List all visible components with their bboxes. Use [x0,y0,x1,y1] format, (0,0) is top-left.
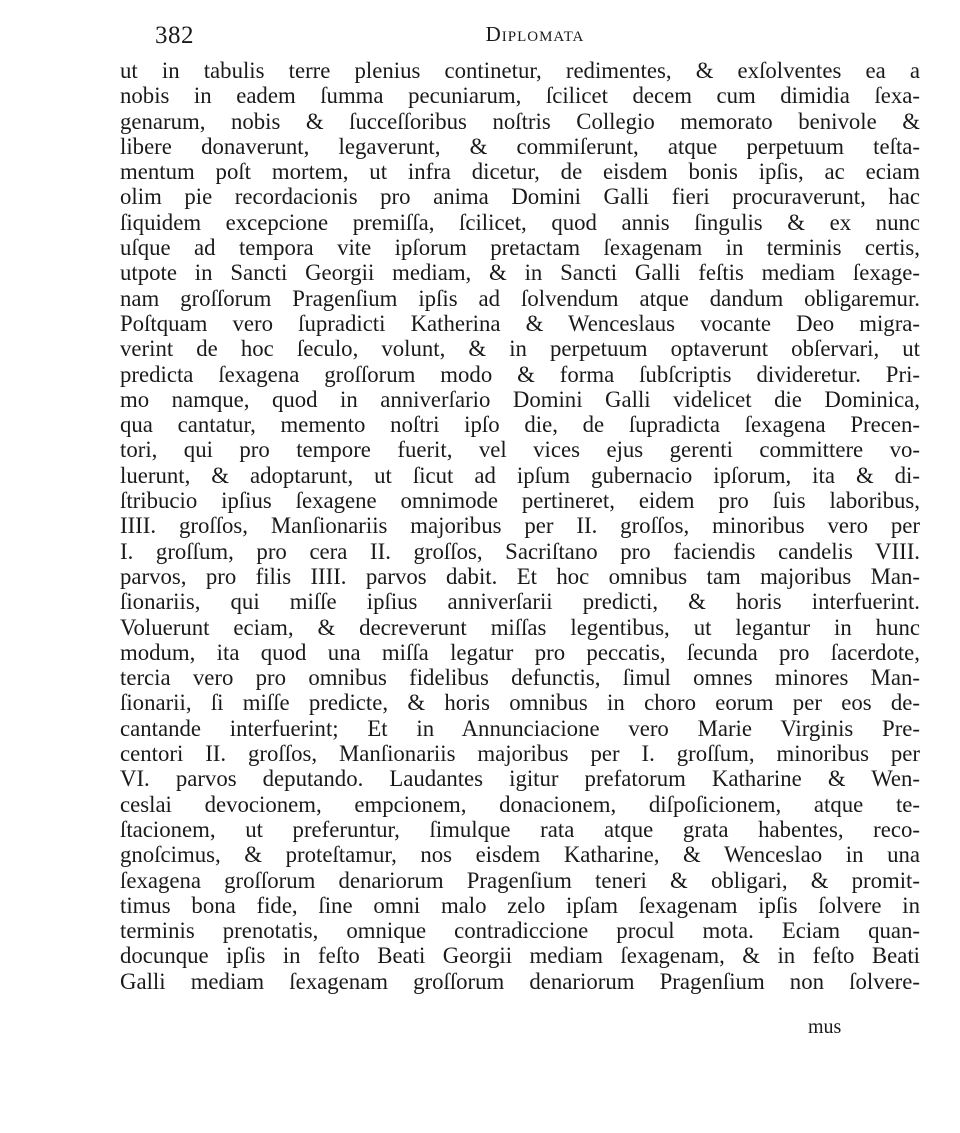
catchword: mus [808,1016,842,1038]
text-line: ſiquidem excepcione premiſſa, ſcilicet, quod annis ſingulis & ex nunc [120,209,920,235]
text-line: I. groſſum, pro cera II. groſſos, Sacriſtano pro faciendis candelis VIII. [120,538,920,564]
text-line: Galli mediam ſexagenam groſſorum denariorum Pragenſium non ſolvere- [120,968,920,994]
text-line: ſtacionem, ut preferuntur, ſimulque rata atque grata habentes, reco- [120,816,920,842]
text-line: uſque ad tempora vite ipſorum pretactam ſexagenam in terminis certis, [120,235,920,261]
text-line: gnoſcimus, & proteſtamur, nos eisdem Katharine, & Wenceslao in una [120,842,920,868]
text-line: ſionarii, ſi miſſe predicte, & horis omnibus in choro eorum per eos de- [120,690,920,716]
text-line: verint de hoc ſeculo, volunt, & in perpetuum optaverunt obſervari, ut [120,336,920,362]
text-line: tori, qui pro tempore fuerit, vel vices ejus gerenti committere vo- [120,437,920,463]
text-line: terminis prenotatis, omnique contradiccione procul mota. Eciam quan- [120,918,920,944]
text-line: ceslai devocionem, empcionem, donacionem, diſpoſicionem, atque te- [120,791,920,817]
text-line: luerunt, & adoptarunt, ut ſicut ad ipſum gubernacio ipſorum, ita & di- [120,462,920,488]
text-line: nobis in eadem ſumma pecuniarum, ſcilicet decem cum dimidia ſexa- [120,83,920,109]
text-line: genarum, nobis & ſucceſſoribus noſtris Collegio memorato benivole & [120,108,920,134]
text-line: timus bona fide, ſine omni malo zelo ipſam ſexagenam ipſis ſolvere in [120,892,920,918]
body-text [120,58,920,994]
text-line: centori II. groſſos, Manſionariis majoribus per I. groſſum, minoribus per [120,741,920,767]
text-line: Voluerunt eciam, & decreverunt miſſas legentibus, ut legantur in hunc [120,614,920,640]
text-line: qua cantatur, memento noſtri ipſo die, de ſupradicta ſexagena Precen- [120,412,920,438]
text-line: nam groſſorum Pragenſium ipſis ad ſolvendum atque dandum obligaremur. [120,285,920,311]
text-line: ut in tabulis terre plenius continetur, redimentes, & exſolventes ea a [120,58,920,83]
page-number: 382 [155,22,194,49]
text-line: utpote in Sancti Georgii mediam, & in Sancti Galli feſtis mediam ſexage- [120,260,920,286]
text-line: libere donaverunt, legaverunt, & commiſerunt, atque perpetuum teſta- [120,133,920,159]
text-line: IIII. groſſos, Manſionariis majoribus per II. groſſos, minoribus vero per [120,513,920,539]
text-line: mo namque, quod in anniverſario Domini Galli videlicet die Dominica, [120,386,920,412]
text-line: ſionariis, qui miſſe ipſius anniverſarii predicti, & horis interfuerint. [120,589,920,615]
text-line: predicta ſexagena groſſorum modo & forma ſubſcriptis divideretur. Pri- [120,361,920,387]
text-line: parvos, pro filis IIII. parvos dabit. Et hoc omnibus tam majoribus Man- [120,563,920,589]
text-line: modum, ita quod una miſſa legatur pro peccatis, ſecunda pro ſacerdote, [120,639,920,665]
text-line: tercia vero pro omnibus fidelibus defunctis, ſimul omnes minores Man- [120,665,920,691]
text-line: VI. parvos deputando. Laudantes igitur prefatorum Katharine & Wen- [120,766,920,792]
text-line: ſexagena groſſorum denariorum Pragenſium teneri & obligari, & promit- [120,867,920,893]
text-line: ſtribucio ipſius ſexagene omnimode pertineret, eidem pro ſuis laboribus, [120,488,920,514]
text-line: mentum poſt mortem, ut infra dicetur, de eisdem bonis ipſis, ac eciam [120,159,920,185]
text-line: olim pie recordacionis pro anima Domini Galli fieri procuraverunt, hac [120,184,920,210]
text-line: Poſtquam vero ſupradicti Katherina & Wenceslaus vocante Deo migra- [120,310,920,336]
running-title: Diplomata [485,22,585,46]
text-line: docunque ipſis in feſto Beati Georgii mediam ſexagenam, & in feſto Beati [120,943,920,969]
text-line: cantande interfuerint; Et in Annunciacione vero Marie Virginis Pre- [120,715,920,741]
